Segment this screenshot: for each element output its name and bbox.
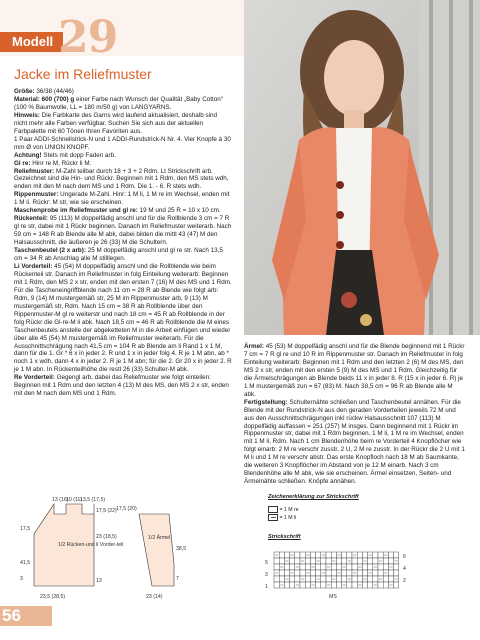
chart-cell bbox=[305, 558, 310, 564]
chart-cell bbox=[290, 564, 295, 570]
chart-cell bbox=[347, 570, 352, 576]
row-label-5: 5 bbox=[265, 560, 268, 566]
page-number: 56 bbox=[2, 606, 21, 625]
pattern-title: Jacke im Reliefmuster bbox=[14, 66, 152, 82]
chart-cell bbox=[316, 570, 321, 576]
chart-cell bbox=[295, 558, 300, 564]
sleeve-label: 1/2 Ärmel bbox=[148, 535, 171, 541]
chart-cell bbox=[331, 582, 336, 588]
chart-cell bbox=[383, 582, 388, 588]
chart-cell bbox=[310, 570, 315, 576]
chart-cell bbox=[352, 576, 357, 582]
chart-cell bbox=[305, 564, 310, 570]
chart-cell bbox=[300, 564, 305, 570]
para-sleeve: Ärmel: 45 (53) M doppelfädig anschl und für die Blende beginnend mit 1 Rückr 7 cm = 7 R gl re und 10 R im Rippenmuster str. Danach im Reliefmuster in folg Einteilung weiterarb: Beginnen mit 1 Rdm und den letzten 2 (6) M des MS, den MS 2 x str, enden mit den ersten 5 (9) M des MS und 1 Rdm. Gleichzeitig für die Ärmelschrägungen ab Blende beids 11 x in jeder 8. R (15 x in jeder 6. R) je 1 M mustergemäß zun = 67 (83) M. Nach 38,5 cm = 96 R ab Blende alle M abk. bbox=[244, 343, 465, 398]
dim-sleeve-7: 7 bbox=[176, 576, 179, 582]
chart-cell bbox=[274, 582, 279, 588]
chart-cell bbox=[326, 570, 331, 576]
para-gauge: Maschenprobe im Reliefmuster und gl re: 19 M und 25 R = 10 x 10 cm. bbox=[14, 207, 221, 215]
chart-cell bbox=[279, 558, 284, 564]
chart-cell bbox=[316, 552, 321, 558]
para-stockinette: Gl re: Hinr re M, Rückr li M. bbox=[14, 159, 92, 167]
dim-top-2: 10 (11) bbox=[66, 497, 83, 503]
chart-cell bbox=[383, 564, 388, 570]
chart-cell bbox=[331, 570, 336, 576]
row-label-1: 1 bbox=[265, 584, 268, 590]
chart-cell bbox=[373, 552, 378, 558]
row-label-2: 2 bbox=[403, 578, 406, 584]
chart-cell bbox=[362, 582, 367, 588]
para-relief: Reliefmuster: M-Zahl teilbar durch 18 + 3 + 2 Rdm. Lt Strickschrift arb. Gezeichnet sind die Hin- und Rückr. Beginnen mit 1 Rdm, den MS stets wdh, enden mit den M nach dem MS und 1 Rdm. Die 1. - 6. R stets wdh. bbox=[14, 167, 229, 191]
chart-cell bbox=[295, 552, 300, 558]
legend-title: Zeichenerklärung zur Strickschrift bbox=[268, 494, 359, 500]
dim-sleeve-bottom: 23 (14) bbox=[146, 594, 163, 600]
photo-illustration bbox=[244, 0, 480, 335]
dim-3: 3 bbox=[20, 576, 23, 582]
chart-cell bbox=[394, 564, 399, 570]
chart-cell bbox=[310, 558, 315, 564]
para-needles: 1 Paar ADDI-Schnellstrick-N und 1 ADDI-Rundstrick-N Nr. 4. Vier Knopfe à 30 mm Ø von UNION KNOPF. bbox=[14, 135, 231, 151]
dim-23: 23 (18,5) bbox=[96, 534, 117, 540]
para-size: Größe: 36/38 (44/46) bbox=[14, 88, 74, 95]
para-finishing: Fertigstellung: Schulternähte schließen und Taschenbeutel annähen. Für die Blende mit der Rundstrick-N aus den geraden Vorderteilen jeweils 72 M und aus den Ausschnittschrägungen inkl rückw Halsausschnitt 107 (113) M doppelfädig auffassen = 251 (257) M insges. Dann beginnend mit 1 Rückr im Rippenmuster str, dabei mit 1 Rdm beginnen, 1 M li, 1 M re im Wechsel, enden mit 1 M li, Rdm. Nach 1 cm Blendenhöhe beim re Vorderteil 4 Knopflöcher wie folgt einarb: 2 M re verschr zusstr, 2 U, 2 M re zusstr. In der Rückr die 2 U mit 1 M li und 1 M re verschr abstr. Das erste Knopfloch nach 18 M ab Saumkante, die weiteren 3 Knopflöcher im Abstand von je 12 M einarb. Nach 3 cm Blendenhöhe alle M abk, wie sie erscheinen. Ärmel einsetzen, Seiten- und Ärmelnähte schließen. Knöpfe annähen. bbox=[244, 398, 465, 486]
para-material: Material: 600 (700) g einer Farbe nach Wunsch der Qualität „Baby Cotton“ (100 % Baumwolle, LL = 180 m/50 g) von LANGYARNS. bbox=[14, 95, 223, 111]
chart-cell bbox=[321, 558, 326, 564]
chart-cell bbox=[362, 564, 367, 570]
chart-cell bbox=[383, 558, 388, 564]
model-number: 29 bbox=[58, 12, 118, 63]
chart-cell bbox=[284, 582, 289, 588]
chart-cell bbox=[326, 552, 331, 558]
row-label-4: 4 bbox=[403, 566, 406, 572]
chart-cell bbox=[300, 582, 305, 588]
chart-cell bbox=[326, 558, 331, 564]
para-back: Rückenteil: 95 (113) M doppelfädig anschl und für die Rollblende 3 cm = 7 R gl re str, dabei mit 1 Rückr beginnen. Danach im Reliefmuster weiterarb. Nach 59 cm = 148 R ab Blende alle M abk, dabei bilden die mittl 43 (47) M den Halsausschnitt, die äußeren je 26 (33) M die Schultern. bbox=[14, 215, 232, 247]
chart-cell bbox=[357, 552, 362, 558]
instructions-right bbox=[244, 343, 466, 486]
chart-cell bbox=[290, 576, 295, 582]
row-label-6: 6 bbox=[403, 554, 406, 560]
para-rib: Rippenmuster: Ungerade M-Zahl. Hinr: 1 M li, 1 M re im Wechsel, enden mit 1 M li. Rückr: M str, wie sie erscheinen. bbox=[14, 191, 230, 207]
back-label: 1/2 Rücken-und li Vorder-teil bbox=[58, 542, 124, 548]
chart-cell bbox=[290, 558, 295, 564]
row-label-3: 3 bbox=[265, 572, 268, 578]
chart-cell bbox=[383, 576, 388, 582]
chart-cell bbox=[331, 564, 336, 570]
dim-sleeve-38: 38,5 bbox=[176, 546, 187, 552]
chart-cell bbox=[388, 576, 393, 582]
chart-cell bbox=[368, 576, 373, 582]
chart-cell bbox=[274, 564, 279, 570]
chart-cell bbox=[321, 564, 326, 570]
chart-cell bbox=[388, 552, 393, 558]
chart-cell bbox=[347, 564, 352, 570]
chart-cell bbox=[342, 570, 347, 576]
chart-cell bbox=[310, 576, 315, 582]
chart-cell bbox=[378, 564, 383, 570]
dim-sleeve-top: 17,5 (20) bbox=[116, 506, 137, 512]
chart-cell bbox=[373, 558, 378, 564]
chart-cell bbox=[378, 552, 383, 558]
chart-cell bbox=[378, 570, 383, 576]
chart-cell bbox=[388, 558, 393, 564]
knit-symbol-icon bbox=[268, 506, 278, 513]
chart-cell bbox=[347, 582, 352, 588]
chart-cell bbox=[342, 552, 347, 558]
repeat-label: MS bbox=[329, 594, 337, 600]
para-left-front: Li Vorderteil: 45 (54) M doppelfädig anschl und die Rollblende wie beim Rückenteil str. Danach im Reliefmuster in folg Einteilung weiterarb: Beginnen mit 1 Rdm, den MS 2 x str, enden mit den ersten 7 (16) M des MS und 1 Rdm. Für die Tascheneingriffblende nach 11 cm = 28 R ab Blende wie folgt arb: Rdm, 9 (14) M mustergemäß str, 25 M im Rippenmuster arb, 9 (13) M mustergemäß str, Rdm. Nach 15 cm = 38 R ab Rollblende über den Rippenmuster-M gl re weiterstr und nach 18 cm = 45 R ab Rollblende in der folg Rückr die Gl-re-M li abk. Nach 18,5 cm = 46 R ab Rollblende die M eines Taschenbeutels anstelle der abgeketteten M in die Arbeit einfügen und wieder über alle 45 (54) M mustergemäß im Reliefmuster weiterarb. Für die Ausschnittschrägung nach 41,5 cm = 104 R ab Blende am li Rand 1 x 1 M, dann für die 1. Gr * 6 x in jeder 2. R und 1 x in jeder folg 4. R je 1 M abn, ab * noch 1 x wdh, dann 4 x in jeder 2. R je 1 M abn; für die 2. Gr 20 x in jeder 2. R je 1 M abn. In Rückenteilhöhe die restl 26 (33) Schulter-M abk. bbox=[14, 262, 232, 374]
chart-cell bbox=[342, 576, 347, 582]
chart-cell bbox=[300, 552, 305, 558]
chart-cell bbox=[394, 552, 399, 558]
chart-cell bbox=[357, 576, 362, 582]
chart-cell bbox=[336, 582, 341, 588]
chart-cell bbox=[352, 558, 357, 564]
legend-item-purl: = 1 M li bbox=[268, 514, 296, 521]
para-right-front: Re Vorderteil: Gegengl arb, dabei das Reliefmuster wie folgt einteilen: Beginnen mit 1 Rdm und den letzten 4 (13) M des MS, den MS 2 x str, enden mit den M nach dem MS und 1 Rdm. bbox=[14, 374, 229, 398]
chart-cell bbox=[336, 576, 341, 582]
chart-cell bbox=[368, 558, 373, 564]
chart-cell bbox=[274, 576, 279, 582]
chart-cell bbox=[279, 576, 284, 582]
instructions-left bbox=[14, 88, 232, 398]
chart-cell bbox=[316, 582, 321, 588]
chart-cell bbox=[362, 570, 367, 576]
chart-cell bbox=[347, 552, 352, 558]
model-tag: Modell bbox=[0, 32, 63, 52]
chart-cell bbox=[284, 552, 289, 558]
chart-cell bbox=[305, 576, 310, 582]
chart-cell bbox=[310, 552, 315, 558]
chart-cell bbox=[342, 558, 347, 564]
chart-cell bbox=[352, 564, 357, 570]
purl-symbol-icon bbox=[268, 514, 278, 521]
stitch-chart bbox=[264, 546, 414, 602]
para-hint: Hinweis: Die Farbkarte des Garns wird laufend aktualisiert, deshalb sind nicht mehr alle Farben verfügbar. Suchen Sie sich aus der aktuellen Farbpalette mit 60 Tönen Ihren Favoriten aus. bbox=[14, 111, 218, 135]
dim-17-5b: 17,5 bbox=[20, 526, 31, 532]
chart-cell bbox=[373, 570, 378, 576]
chart-cell bbox=[373, 576, 378, 582]
chart-title: Strickschrift bbox=[268, 534, 301, 540]
para-attention: Achtung! Stets mit dopp Faden arb. bbox=[14, 151, 116, 159]
dim-41-5: 41,5 bbox=[20, 560, 31, 566]
chart-cell bbox=[290, 582, 295, 588]
model-photo bbox=[244, 0, 480, 335]
legend-item-knit: = 1 M re bbox=[268, 506, 299, 513]
chart-cell bbox=[279, 552, 284, 558]
chart-cell bbox=[378, 582, 383, 588]
dim-bottom: 23,5 (28,5) bbox=[40, 594, 66, 600]
chart-cell bbox=[316, 564, 321, 570]
chart-cell bbox=[279, 570, 284, 576]
chart-cell bbox=[336, 564, 341, 570]
chart-cell bbox=[321, 576, 326, 582]
chart-cell bbox=[300, 570, 305, 576]
chart-cell bbox=[336, 558, 341, 564]
chart-cell bbox=[394, 582, 399, 588]
chart-cell bbox=[368, 582, 373, 588]
chart-cell bbox=[357, 570, 362, 576]
schematic-diagram bbox=[14, 494, 236, 604]
dim-17-5: 17,5 (22) bbox=[96, 508, 117, 514]
dim-top-1: 13 (16) bbox=[52, 497, 69, 503]
chart-cell bbox=[331, 552, 336, 558]
chart-cell bbox=[321, 582, 326, 588]
chart-cell bbox=[284, 564, 289, 570]
chart-cell bbox=[295, 576, 300, 582]
chart-cell bbox=[305, 582, 310, 588]
chart-cell bbox=[295, 570, 300, 576]
chart-cell bbox=[357, 558, 362, 564]
para-pockets: Taschenbeutel (2 x arb): 25 M doppelfädig anschl und gl re str. Nach 13,5 cm = 34 R ab Anschlag alle M stilllegen. bbox=[14, 247, 223, 263]
chart-cell bbox=[388, 570, 393, 576]
chart-cell bbox=[362, 552, 367, 558]
chart-cell bbox=[326, 576, 331, 582]
chart-cell bbox=[394, 570, 399, 576]
chart-cell bbox=[368, 564, 373, 570]
chart-cell bbox=[284, 570, 289, 576]
dim-13: 13 bbox=[96, 578, 102, 584]
chart-cell bbox=[274, 558, 279, 564]
dim-top-3: 13,5 (17,5) bbox=[80, 497, 106, 503]
chart-cell bbox=[352, 582, 357, 588]
